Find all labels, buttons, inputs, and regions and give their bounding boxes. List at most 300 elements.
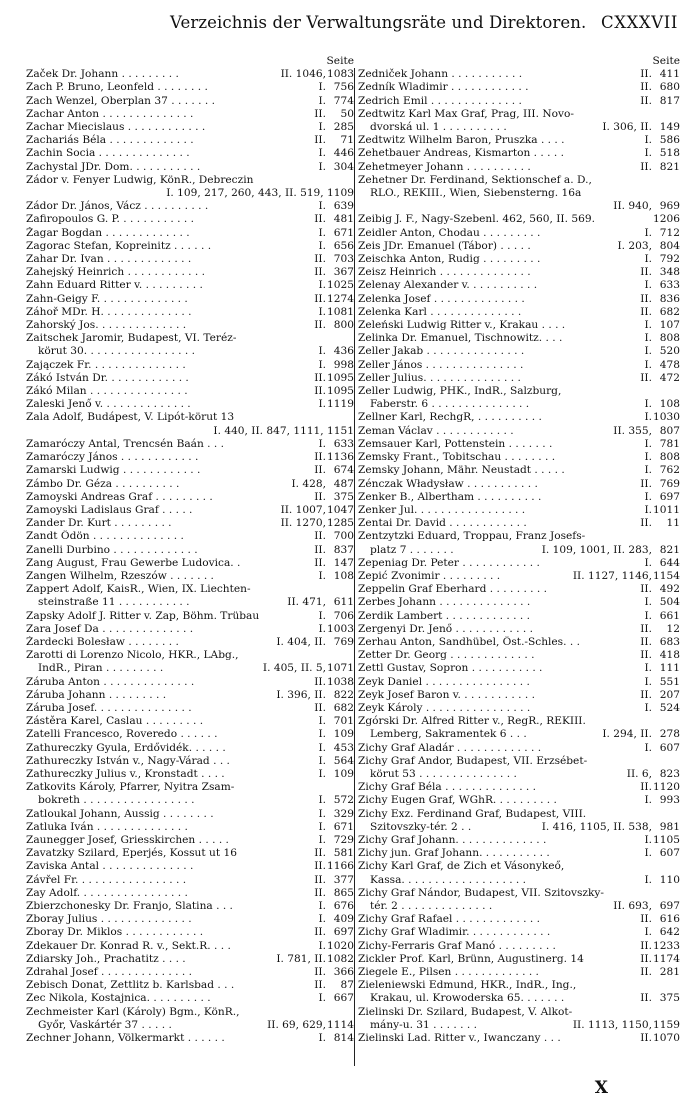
entry-volume-detail: I. [644, 873, 652, 886]
right-column-head: Seite [652, 55, 680, 67]
entry-name [358, 213, 652, 226]
entry-name [358, 161, 640, 174]
entry-name-text: Zeppelin Graf Eberhard [358, 583, 487, 596]
entry-leader-dots: . . . . . . . . . . . . . . [97, 913, 192, 926]
entry-name-text: Győr, Vaskártér 37 [38, 1018, 139, 1031]
entry-volume-detail: II. [640, 622, 652, 635]
entry-name-text: Žagar Bogdan [26, 226, 103, 239]
entry-volume-detail: I. 306, II. [602, 121, 652, 134]
entry-name-text: Záruba Josef. [26, 701, 98, 714]
entry-page: 1114 [327, 1018, 354, 1031]
entry-leader-dots: . . . . . . . [429, 1018, 477, 1031]
entry-page: 149 [659, 121, 680, 134]
entry-leader-dots: . . . . . . . . . . . [463, 477, 538, 490]
index-entry [26, 147, 354, 160]
index-entry [358, 900, 680, 913]
entry-name [26, 992, 318, 1005]
entry-name-text: Zichy Exz. Ferdinand Graf, Budapest, VIII. [358, 807, 587, 820]
entry-name [26, 649, 326, 662]
entry-leader-dots: . . . . . . . . . [118, 68, 179, 81]
entry-page: 656 [333, 239, 354, 252]
index-entry [358, 174, 680, 187]
entry-page: 769 [659, 477, 680, 490]
entry-leader-dots: . . . . . [192, 741, 226, 754]
index-entry [358, 451, 680, 464]
entry-page: 87 [340, 979, 354, 992]
entry-leader-dots: . . . . . . . . . . . . [432, 424, 514, 437]
entry-name [358, 834, 644, 847]
entry-volume-detail: I. [644, 926, 652, 939]
entry-name-text: Zichy Graf Andor, Budapest, VII. Erzsébet- [358, 754, 588, 767]
entry-volume-detail: II. [314, 847, 326, 860]
entry-name-text: Zbierzchonesky Dr. Franjo, Slatina [26, 900, 213, 912]
entry-leader-dots: . . . . . . [177, 728, 218, 741]
entry-volume-detail: II. [640, 81, 652, 94]
entry-name-text: Zádor v. Fenyer Ludwig, KönR., Debreczin [26, 173, 254, 186]
entry-volume-detail: II. 1270, [280, 517, 326, 530]
entry-leader-dots: . . . . . . . . . . [474, 490, 542, 503]
entry-name-text: Zeller Ludwig, PHK., IndR., Salzburg, [358, 385, 562, 398]
entry-page: 472 [659, 371, 680, 384]
entry-name-text: Zeller Julius. [358, 371, 427, 384]
index-entry [358, 385, 680, 398]
entry-leader-dots: . . . . . . . [166, 569, 214, 582]
entry-name [358, 781, 640, 794]
entry-leader-dots: . . . . . . . . . . . . . [453, 741, 542, 754]
entry-name-text: Zeidler Anton, Chodau [358, 226, 480, 239]
entry-leader-dots: . . . . . . . . . . [439, 121, 507, 134]
entry-leader-dots: . . . . . . . . . . [474, 411, 542, 424]
entry-volume-detail: I. [318, 358, 326, 371]
entry-name-text: Zickler Prof. Karl, Brünn, Augustinerg. 14 [358, 952, 584, 965]
entry-volume-detail: II. 1046, [280, 68, 326, 81]
entry-page: 1071 [327, 662, 354, 675]
index-entry [26, 464, 354, 477]
entry-name [26, 108, 314, 121]
entry-page: 1120 [653, 781, 680, 794]
entry-volume-detail: II. [640, 371, 652, 384]
index-entry [358, 121, 680, 134]
entry-name [38, 794, 318, 807]
index-entry [358, 676, 680, 689]
index-entry [26, 992, 354, 1005]
index-entry [358, 966, 680, 979]
entry-volume-detail: I. [318, 121, 326, 134]
index-entry [26, 966, 354, 979]
entry-name-text: Zarotti di Lorenzo Nicolo, HKR., LAbg., [26, 649, 239, 662]
entry-page: 1159 [653, 1018, 680, 1031]
entry-page: 1020 [327, 939, 354, 952]
entry-name [370, 398, 644, 411]
entry-page: 674 [333, 464, 354, 477]
index-entry [358, 596, 680, 609]
entry-volume-detail: I. [318, 305, 326, 318]
index-entry [26, 319, 354, 332]
entry-page: 680 [659, 81, 680, 94]
index-entry [26, 926, 354, 939]
index-entry [358, 332, 680, 345]
entry-name [26, 174, 326, 187]
entry-name-text: Zákó István Dr. [26, 371, 108, 384]
entry-name [358, 372, 640, 385]
index-entry [26, 438, 354, 451]
entry-name [358, 147, 644, 160]
entry-name-text: Zentzytzki Eduard, Troppau, Franz Josefs- [358, 530, 586, 543]
entry-leader-dots: . . . [212, 900, 233, 912]
entry-volume-detail: I. [318, 239, 326, 252]
entry-volume-detail: I. [644, 490, 652, 503]
entry-volume-detail: I. [318, 569, 326, 582]
entry-volume-detail: I. 109, 1001, II. 283, [541, 543, 652, 556]
entry-name [358, 491, 644, 504]
entry-name [358, 794, 644, 807]
entry-name [358, 702, 644, 715]
entry-name-text: körut 30. [38, 345, 88, 358]
entry-volume-detail: II. [640, 68, 652, 81]
entry-name-text: Zamaróczy Antal, Trencsén Baán [26, 437, 204, 450]
entry-page: 769 [333, 635, 354, 648]
entry-name-text: Zavatzky Szilard, Eperjés, Kossut ut 16 [26, 847, 237, 860]
index-entry [358, 808, 680, 821]
entry-name [358, 742, 644, 755]
entry-volume-detail: I. [318, 992, 326, 1005]
entry-name [358, 636, 640, 649]
entry-leader-dots: . . . . . . . . . . . . [452, 622, 533, 635]
entry-name-text: Zaviska Antal [26, 860, 100, 873]
entry-name-text: Zgórski Dr. Alfred Ritter v., RegR., REKIII. [358, 715, 586, 728]
index-entry [26, 755, 354, 768]
entry-name [26, 860, 314, 873]
entry-leader-dots: . . . . . . . . [154, 81, 208, 94]
index-entry [26, 702, 354, 715]
entry-leader-dots: . . . . . . . . . . . . . [98, 319, 187, 332]
entry-page: 551 [659, 675, 680, 688]
entry-name-text: Zenker B., Albertham [358, 490, 475, 503]
entry-leader-dots: . . . . . . . . . . . . . . [95, 147, 190, 160]
entry-volume-detail: I. [318, 622, 326, 635]
entry-page: 110 [659, 873, 680, 886]
entry-page: 682 [659, 305, 680, 318]
entry-volume-detail: II. 693, [613, 900, 652, 912]
entry-name [26, 768, 318, 781]
index-entry [358, 926, 680, 939]
index-entry [358, 953, 680, 966]
entry-volume-detail: I. [318, 767, 326, 780]
entry-name [26, 385, 314, 398]
index-entry [26, 570, 354, 583]
index-entry [358, 715, 680, 728]
entry-name-text: Zénczak Władysław [358, 477, 464, 490]
entry-name-text: Zamaróczy János [26, 451, 118, 464]
entry-page: 981 [659, 820, 680, 833]
entry-name-text: Zafiropoulos G. P. [26, 213, 120, 226]
index-entry [358, 372, 680, 385]
index-entry [358, 860, 680, 873]
index-entry [358, 979, 680, 992]
entry-name-text: Zelenay Alexander v. [358, 279, 470, 292]
entry-leader-dots: . . . . . . . . . . . . . . . . . [80, 794, 195, 807]
index-entry [26, 781, 354, 794]
index-entry [26, 913, 354, 926]
entry-leader-dots: . . . . . . . [505, 437, 553, 450]
entry-name [38, 596, 287, 609]
entry-name [358, 530, 652, 543]
entry-name [358, 755, 652, 768]
entry-name [26, 900, 318, 913]
entry-page: 1285 [327, 517, 354, 530]
entry-page: 821 [659, 160, 680, 173]
entry-name [358, 319, 644, 332]
entry-page: 446 [333, 147, 354, 160]
index-entry [358, 755, 680, 768]
entry-name-text: Zara Josef Da [26, 622, 99, 635]
entry-name-text: Zákó Milan [26, 385, 87, 398]
index-entry [358, 359, 680, 372]
entry-name-text: Zboray Dr. Miklos [26, 926, 123, 939]
entry-name [370, 900, 613, 913]
entry-name [26, 636, 276, 649]
entry-page: 792 [659, 253, 680, 266]
entry-page: 607 [659, 741, 680, 754]
entry-volume-detail: II. [640, 992, 652, 1005]
entry-leader-dots: . . . . [197, 767, 225, 780]
entry-name [26, 411, 326, 424]
entry-leader-dots: . . . . [158, 952, 186, 965]
entry-volume-detail: I. [644, 332, 652, 345]
entry-name-text: Zemsky Frant., Tobitschau [358, 451, 502, 464]
index-entry [26, 689, 354, 702]
entry-name [370, 121, 602, 134]
entry-name [358, 108, 652, 121]
index-entry [26, 306, 354, 319]
entry-leader-dots: . . . . . . . . . . . . . [110, 543, 198, 556]
index-entry [26, 451, 354, 464]
index-entry [26, 95, 354, 108]
entry-name [358, 583, 640, 596]
entry-name [358, 464, 644, 477]
entry-name [358, 385, 652, 398]
entry-leader-dots: . . . . . . . . . [479, 226, 541, 239]
entry-page: 700 [333, 530, 354, 543]
entry-leader-dots: . . . . . . . . . . [112, 477, 180, 490]
entry-name [358, 451, 644, 464]
index-entry [358, 728, 680, 741]
entry-name-text: Zebisch Donat, Zettlitz b. Karlsbad [26, 979, 215, 992]
index-entry [26, 610, 354, 623]
index-entry [358, 570, 680, 583]
entry-name-text: Zach Wenzel, Oberplan 37 [26, 94, 168, 107]
entry-volume-detail: I. [318, 200, 326, 213]
entry-name-text: Zamoyski Andreas Graf [26, 490, 153, 503]
entry-volume-detail: I. [644, 741, 652, 754]
entry-volume-detail: I. [644, 345, 652, 358]
entry-name [358, 293, 640, 306]
entry-name-text: Zielinski Dr. Szilard, Budapest, V. Alkot- [358, 1005, 573, 1018]
entry-volume-detail: I. [318, 398, 326, 411]
entry-name-text: Zehetmeyer Johann [358, 160, 464, 173]
entry-name-text: Zeyk Daniel [358, 675, 423, 688]
entry-page: 671 [333, 226, 354, 239]
index-entry [26, 345, 354, 358]
entry-name-text: Zachariás Béla [26, 134, 107, 147]
entry-name [358, 95, 640, 108]
entry-leader-dots: . . . . [538, 319, 566, 332]
entry-page: 147 [333, 556, 354, 569]
entry-name [358, 411, 644, 424]
entry-page: 1206 [653, 213, 680, 226]
entry-name [38, 1019, 267, 1032]
index-entry [358, 345, 680, 358]
entry-name [358, 345, 644, 358]
entry-continuation: I. 440, II. 847, 1111, 1151 [213, 424, 354, 437]
entry-page: 807 [659, 424, 680, 437]
entry-volume-detail: I. [318, 754, 326, 767]
index-entry [26, 332, 354, 345]
entry-name-text: Zehetner Dr. Ferdinand, Sektionschef a. D., [358, 173, 592, 186]
entry-page: 348 [659, 266, 680, 279]
entry-name-text: Zatluka Iván [26, 820, 94, 833]
entry-name [26, 583, 326, 596]
entry-leader-dots: . . . . . . . . . . . . . . . . [78, 873, 187, 886]
entry-name-text: mány-u. 31 [370, 1018, 430, 1031]
entry-volume-detail: I. [318, 437, 326, 450]
entry-volume-detail: II. 471, [287, 596, 326, 609]
entry-name [358, 570, 573, 583]
entry-leader-dots: . . . . . . . . . . . . . . [91, 358, 186, 371]
entry-volume-detail: I. [644, 847, 652, 860]
entry-name-text: Zeisz Heinrich [358, 266, 437, 279]
entry-name-text: Zaitschek Jaromir, Budapest, VI. Teréz- [26, 332, 237, 345]
column-divider [354, 68, 355, 1066]
entry-name-text: Zaunegger Josef, Griesskirchen [26, 833, 196, 846]
entry-name-text: Zichy Karl Graf, de Zich et Vásonykeő, [358, 860, 565, 873]
entry-page: 1174 [653, 952, 680, 965]
entry-name [26, 913, 318, 926]
entry-name-text: Zerbes Johann [358, 596, 436, 609]
entry-volume-detail: I. [644, 279, 652, 292]
index-entry [26, 517, 354, 530]
entry-page: 564 [333, 754, 354, 767]
entry-leader-dots: . . . . . . . . . . . . [122, 926, 204, 939]
index-entry [26, 121, 354, 134]
entry-name [26, 781, 326, 794]
index-entry [26, 161, 354, 174]
entry-leader-dots: . . . . . . . . . . . . [117, 451, 199, 464]
entry-page: 1136 [327, 451, 354, 464]
index-entry [358, 411, 680, 424]
entry-volume-detail: II. [314, 134, 326, 147]
entry-name [26, 161, 318, 174]
entry-name-text: Zdrahal Josef [26, 966, 98, 979]
index-entry [358, 504, 680, 517]
entry-leader-dots: . . . . . [158, 503, 193, 516]
entry-page: 836 [659, 292, 680, 305]
entry-volume-detail: I. 781, II. [276, 952, 326, 965]
entry-page: 1095 [327, 385, 354, 398]
entry-page: 1038 [327, 675, 354, 688]
entry-name-text: Zentai Dr. David [358, 517, 446, 530]
entry-name-text: Zahn-Geigy F. [26, 292, 101, 305]
entry-leader-dots: . . . . . . . . . . . . [459, 556, 540, 569]
entry-page: 285 [333, 121, 354, 134]
entry-page: 697 [333, 926, 354, 939]
entry-leader-dots: . . . . . . . . . . . . . [446, 649, 535, 662]
entry-volume-detail: I. [318, 81, 326, 94]
entry-name [26, 293, 314, 306]
entry-page: 12 [666, 622, 680, 635]
entry-name-text: Zielinski Lad. Ritter v., Iwanczany [358, 1032, 541, 1045]
entry-volume-detail: II. [640, 939, 652, 952]
entry-volume-detail: II. [314, 873, 326, 886]
entry-volume-detail: I. [318, 609, 326, 622]
index-entry [358, 108, 680, 121]
entry-volume-detail: I. [644, 701, 652, 714]
entry-page: 329 [333, 807, 354, 820]
entry-leader-dots: . . . . . . . . . . . . . [442, 609, 530, 622]
entry-name [26, 570, 318, 583]
entry-name-text: Zeller János [358, 358, 423, 371]
entry-volume-detail: II. [314, 886, 326, 899]
entry-volume-detail: I. [644, 411, 652, 424]
entry-name [26, 147, 318, 160]
index-entry [26, 742, 354, 755]
entry-name [26, 715, 318, 728]
index-entry [358, 200, 680, 213]
entry-volume-detail: II. [640, 781, 652, 794]
entry-leader-dots: . . . . . . [184, 1032, 225, 1045]
entry-name-text: Zechmeister Karl (Károly) Bgm., KönR., [26, 1005, 240, 1018]
entry-name-text: Zapsky Adolf J. Ritter v. Zap, Böhm. Trübau [26, 609, 260, 622]
entry-page: 661 [659, 609, 680, 622]
entry-page: 481 [333, 213, 354, 226]
entry-name [358, 979, 652, 992]
index-entry [358, 874, 680, 887]
entry-page: 377 [333, 873, 354, 886]
entry-volume-detail: I. [318, 279, 326, 292]
entry-leader-dots: . . . . . . . . . . . . . . [99, 860, 194, 873]
entry-page: 375 [659, 992, 680, 1005]
entry-volume-detail: I. 404, II. [276, 635, 326, 648]
index-entry [358, 649, 680, 662]
entry-name [358, 332, 644, 345]
index-entry [26, 887, 354, 900]
entry-name [358, 478, 640, 491]
entry-page: 1166 [327, 860, 354, 873]
entry-name [26, 966, 314, 979]
entry-page: 822 [333, 688, 354, 701]
entry-volume-detail: II. [314, 530, 326, 543]
entry-name [358, 913, 640, 926]
entry-name [358, 689, 640, 702]
entry-volume-detail: II. [640, 635, 652, 648]
entry-leader-dots: . [233, 556, 241, 569]
index-entry [358, 161, 680, 174]
entry-name-text: Zepeniag Dr. Peter [358, 556, 459, 569]
entry-page: 281 [659, 966, 680, 979]
entry-page: 1003 [327, 622, 354, 635]
entry-leader-dots: . . . . . . . . . . [469, 279, 538, 292]
index-entry [358, 940, 680, 953]
entry-volume-detail: II. [640, 966, 652, 979]
entry-name [358, 266, 640, 279]
entry-leader-dots: . . . . . . . . . [152, 490, 213, 503]
entry-page: 586 [659, 134, 680, 147]
entry-leader-dots: . . . . . . . . . . . . . . [99, 107, 194, 120]
entry-name-text: Záruba Anton [26, 675, 100, 688]
index-entry [358, 478, 680, 491]
entry-volume-detail: I. [644, 675, 652, 688]
entry-name [358, 557, 644, 570]
